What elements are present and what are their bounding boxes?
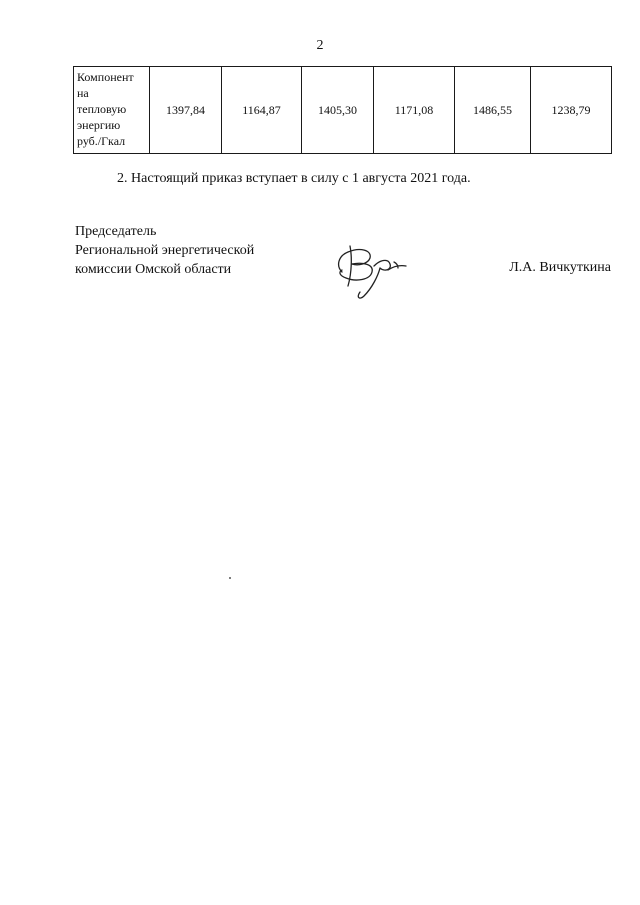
value-cell: 1164,87	[222, 67, 302, 154]
value-cell: 1171,08	[374, 67, 455, 154]
signatory-title-line: Председатель	[75, 224, 157, 239]
stray-dot	[229, 577, 231, 579]
row-label-line: тепловую	[77, 102, 127, 116]
row-label-line: Компонент	[77, 70, 134, 84]
tariff-table	[73, 66, 612, 154]
page-number: 2	[316, 38, 324, 53]
signatory-title	[75, 222, 254, 279]
value-cell: 1397,84	[150, 67, 222, 154]
signatory-name: Л.А. Вичкуткина	[509, 260, 611, 275]
signatory-title-line: комиссии Омской области	[75, 262, 232, 277]
handwritten-signature	[328, 232, 412, 302]
row-label-cell	[74, 67, 150, 154]
signatory-title-line: Региональной энергетической	[75, 243, 255, 258]
row-label-line: на	[77, 86, 89, 100]
row-label-line: энергию	[77, 118, 121, 132]
value-cell: 1238,79	[531, 67, 612, 154]
row-label-line: руб./Гкал	[77, 134, 126, 148]
value-cell: 1405,30	[302, 67, 374, 154]
value-cell: 1486,55	[455, 67, 531, 154]
table-row	[74, 67, 612, 154]
effective-date-paragraph: 2. Настоящий приказ вступает в силу с 1 августа 2021 года.	[117, 171, 471, 186]
